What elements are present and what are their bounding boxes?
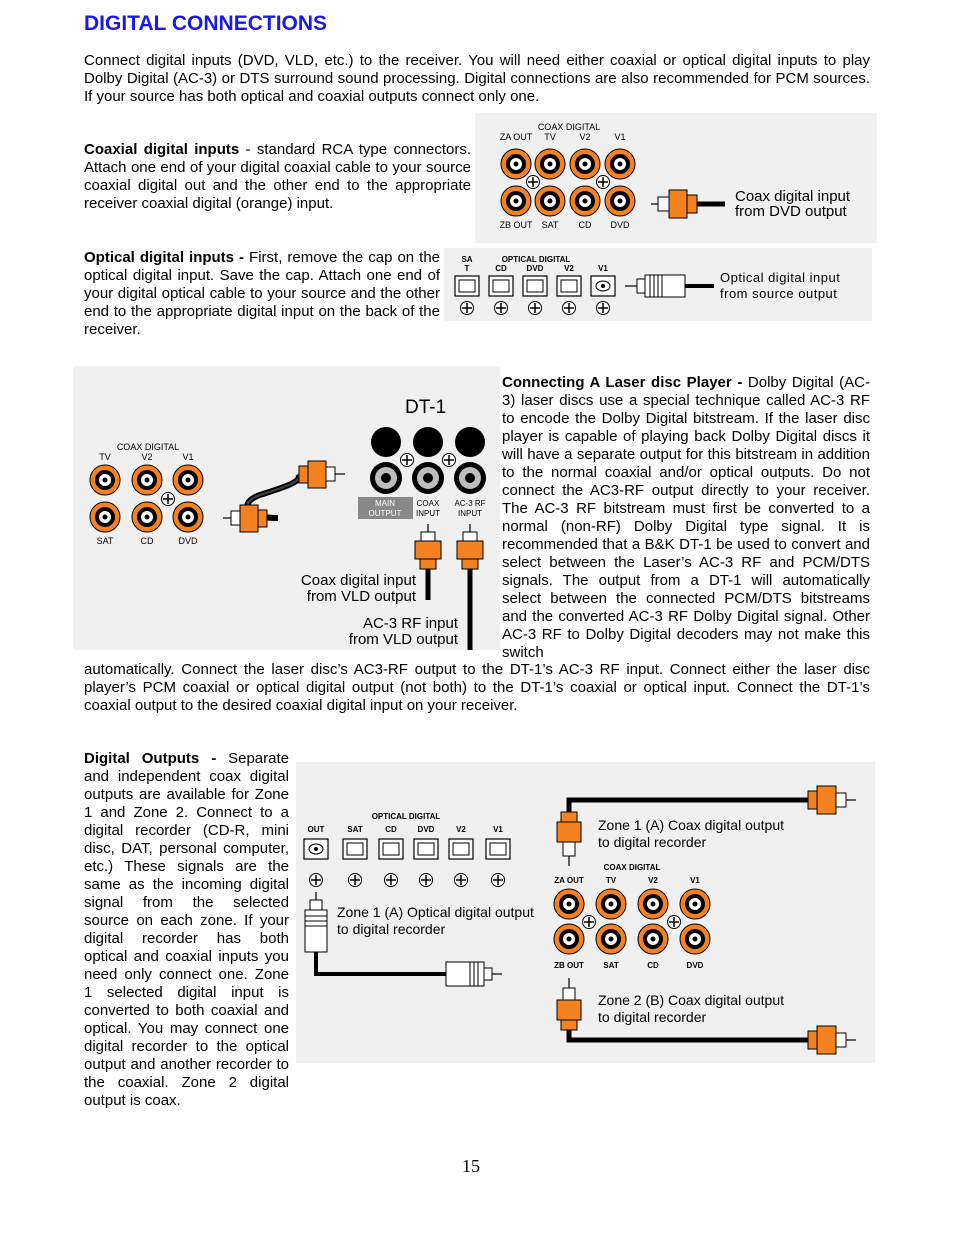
fig3-caption: Coax digital input (300, 572, 416, 589)
fig2-caption: from source output (720, 286, 838, 301)
coax-input-svg (475, 113, 877, 243)
dt1-port-label: AC-3 RF (454, 499, 486, 508)
outputs-paragraph (84, 750, 289, 1110)
coax-jack[interactable] (90, 465, 120, 495)
optical-input-svg (444, 248, 872, 321)
coax-paragraph (84, 141, 471, 213)
outputs-text: Separate and independent coax digital outputs are available for Zone 1 and Zone 2. Connect to a digital recorder (CD-R, mini disc, DAT, personal computer, etc.) These signals are the same as the incoming digital signal from the selected source on each zone. If your digital recorder has both optical and coaxial inputs you need only connect one. Zone 1 selected digital input is converted to both coaxial and optical. You may connect one digital recorder to the optical output and another recorder to the coaxial. Zone 2 digital output is coax. (84, 750, 289, 1109)
coax-group-label: COAX DIGITAL (537, 122, 601, 132)
optical-label: V1 (598, 264, 608, 273)
coax-jack[interactable] (596, 889, 626, 919)
screw-icon (420, 874, 433, 887)
coax-input-diagram (475, 113, 877, 243)
laser-heading: Connecting A Laser disc Player - (502, 374, 743, 391)
coax-jack[interactable] (132, 502, 162, 532)
optical-port[interactable] (523, 276, 547, 296)
coax-jack[interactable] (596, 924, 626, 954)
dt1-knob (371, 427, 401, 457)
coax-jack[interactable] (535, 149, 565, 179)
screw-icon (583, 916, 596, 929)
out-coax-label: V2 (648, 876, 658, 885)
screw-icon (461, 302, 474, 315)
optical-port[interactable] (489, 276, 513, 296)
optical-port[interactable] (591, 276, 615, 296)
coax-jack[interactable] (638, 889, 668, 919)
screw-icon (495, 302, 508, 315)
coax-jack[interactable] (680, 889, 710, 919)
out-coax-label: SAT (603, 961, 619, 970)
optical-port[interactable] (455, 276, 479, 296)
screw-icon (527, 176, 540, 189)
zone1-optical-caption: Zone 1 (A) Optical digital output (337, 904, 534, 920)
zone1-coax-caption: to digital recorder (598, 834, 707, 850)
rca-plug-icon (651, 190, 725, 218)
outputs-heading: Digital Outputs - (84, 750, 217, 767)
coax-top-label: TV (544, 132, 556, 142)
fig1-caption: from DVD output (735, 203, 847, 220)
coax-jack[interactable] (173, 465, 203, 495)
optical-label: V2 (564, 264, 574, 273)
dt1-coax-group-label: COAX DIGITAL (116, 442, 180, 452)
page-number: 15 (462, 1156, 480, 1176)
out-coax-label: ZB OUT (554, 961, 584, 970)
coax-jack[interactable] (570, 186, 600, 216)
optical-plug-icon (625, 275, 714, 297)
coax-jack[interactable] (501, 149, 531, 179)
coax-top-label: ZA OUT (499, 132, 533, 142)
dt1-coax-label: V2 (141, 452, 153, 462)
laser-text: Dolby Digital (AC-3) laser discs use a special technique called AC-3 RF to encode the Dolby Digital bitstream. If the laser disc player is capable of playing back Dolby Digital discs it will have a separate output for this bitstream in addition to the normal coaxial and/or optical outputs. Do not connect the AC3-RF output directly to your receiver. The AC-3 RF bitstream must first be converted to a normal (non-RF) Dolby Digital type signal. It is recommended that a B&K DT-1 be used to convert and select between the Laser’s AC-3 RF and PCM/DTS signals. The output from a DT-1 will automatically select between the connected PCM/DTS bitstreams and the converted AC-3 RF Dolby Digital signal. Other AC-3 RF to Dolby Digital decoders may not make this switch (502, 374, 870, 661)
coax-top-label: V2 (579, 132, 591, 142)
dt1-coax-label: DVD (178, 536, 198, 546)
screw-icon (162, 493, 175, 506)
laser-disc-svg (73, 366, 500, 650)
coax-jack[interactable] (605, 149, 635, 179)
screw-icon (310, 874, 323, 887)
out-optical-group-label: OPTICAL DIGITAL (371, 812, 441, 821)
fig2-caption: Optical digital input (720, 270, 841, 285)
vld-ac3-plug-icon (457, 524, 483, 650)
out-optical-label: V2 (456, 825, 466, 834)
coax-jack[interactable] (554, 889, 584, 919)
coax-jack[interactable] (501, 186, 531, 216)
coax-jack[interactable] (680, 924, 710, 954)
coax-jack[interactable] (638, 924, 668, 954)
optical-group-label: OPTICAL DIGITAL (501, 255, 571, 264)
coax-jack[interactable] (535, 186, 565, 216)
digital-output-svg (296, 762, 875, 1063)
coax-jack[interactable] (605, 186, 635, 216)
dt1-main-output-jack[interactable] (370, 462, 402, 494)
coax-text: - standard RCA type connectors. Attach one end of your digital coaxial cable to your source coaxial digital out and the other end to the appropriate receiver coaxial digital (orange) input. (84, 141, 471, 212)
screw-icon (597, 176, 610, 189)
coax-bottom-label: SAT (541, 220, 559, 230)
coax-cable-icon (223, 461, 345, 532)
dt1-port-label: INPUT (416, 509, 440, 518)
out-optical-label: CD (385, 825, 397, 834)
optical-label: T (464, 264, 470, 273)
out-coax-label: DVD (686, 961, 704, 970)
optical-port[interactable] (343, 839, 367, 859)
coax-jack[interactable] (173, 502, 203, 532)
screw-icon (597, 302, 610, 315)
digital-output-diagram (296, 762, 875, 1063)
vld-coax-plug-icon (415, 524, 441, 600)
out-coax-label: V1 (690, 876, 700, 885)
out-coax-label: ZA OUT (554, 876, 584, 885)
coax-bottom-label: ZB OUT (499, 220, 533, 230)
coax-bottom-label: DVD (610, 220, 630, 230)
dt1-port-label: INPUT (458, 509, 482, 518)
optical-port[interactable] (449, 839, 473, 859)
laser-disc-diagram (73, 366, 500, 650)
optical-label: CD (495, 264, 507, 273)
dt1-coax-input-jack[interactable] (412, 462, 444, 494)
out-coax-label: CD (647, 961, 659, 970)
optical-text: First, remove the cap on the optical digital input. Save the cap. Attach one end of your digital optical cable to your source and the other end to the appropriate digital input on the back of the receiver. (84, 249, 441, 338)
dt1-coax-label: CD (140, 536, 154, 546)
dt1-port-label: COAX (416, 499, 440, 508)
dt1-knob (413, 427, 443, 457)
optical-input-diagram (444, 248, 872, 321)
fig1-caption: Coax digital input (735, 188, 851, 205)
fig3-caption: from VLD output (348, 631, 458, 648)
laser-continuation: automatically. Connect the laser disc’s AC3-RF output to the DT-1’s AC-3 RF input. Connect either the laser disc player’s PCM coaxial or optical digital output (not both) to the DT-1’s coaxial or optical input. Connect the DT-1’s coaxial output to the desired coaxial digital input on your receiver. (84, 661, 870, 714)
coax-jack[interactable] (554, 924, 584, 954)
dt1-knob (455, 427, 485, 457)
zone1-coax-caption: Zone 1 (A) Coax digital output (598, 817, 784, 833)
optical-heading: Optical digital inputs - (84, 249, 245, 266)
dt1-port-label: MAIN (375, 499, 395, 508)
screw-icon (668, 916, 681, 929)
coax-top-label: V1 (614, 132, 626, 142)
zone1-optical-caption: to digital recorder (337, 921, 446, 937)
coax-bottom-label: CD (578, 220, 592, 230)
fig3-caption: AC-3 RF input (362, 615, 458, 632)
out-coax-group-label: COAX DIGITAL (603, 863, 661, 872)
intro-paragraph: Connect digital inputs (DVD, VLD, etc.) to the receiver. You will need either coaxial or optical digital inputs to play Dolby Digital (AC-3) or DTS surround sound processing. Digital connections are also recommended for PCM sources. If your source has both optical and coaxial outputs connect only one. (84, 52, 870, 105)
coax-jack[interactable] (132, 465, 162, 495)
coax-jack[interactable] (570, 149, 600, 179)
out-optical-label: DVD (417, 825, 435, 834)
optical-label: SA (461, 255, 473, 264)
optical-port[interactable] (304, 839, 328, 859)
optical-port[interactable] (379, 839, 403, 859)
optical-port[interactable] (486, 839, 510, 859)
coax-heading: Coaxial digital inputs (84, 141, 240, 158)
screw-icon (349, 874, 362, 887)
screw-icon (563, 302, 576, 315)
zone2-coax-caption: Zone 2 (B) Coax digital output (598, 992, 784, 1008)
screw-icon (455, 874, 468, 887)
optical-paragraph (84, 249, 440, 339)
dt1-device-name: DT-1 (405, 397, 447, 418)
fig3-caption: from VLD output (306, 588, 416, 605)
zone2-coax-caption: to digital recorder (598, 1009, 707, 1025)
out-optical-label: OUT (307, 825, 325, 834)
dt1-ac3-input-jack[interactable] (454, 462, 486, 494)
dt1-coax-label: SAT (96, 536, 114, 546)
out-coax-label: TV (605, 876, 617, 885)
coax-jack[interactable] (90, 502, 120, 532)
screw-icon (443, 454, 456, 467)
out-optical-label: SAT (347, 825, 363, 834)
screw-icon (529, 302, 542, 315)
screw-icon (492, 874, 505, 887)
optical-port[interactable] (414, 839, 438, 859)
page-title: DIGITAL CONNECTIONS (84, 12, 328, 35)
out-optical-label: V1 (493, 825, 503, 834)
optical-label: DVD (526, 264, 544, 273)
optical-port[interactable] (557, 276, 581, 296)
screw-icon (385, 874, 398, 887)
dt1-coax-label: V1 (182, 452, 194, 462)
dt1-port-label: OUTPUT (368, 509, 402, 518)
laser-paragraph (502, 374, 870, 662)
dt1-coax-label: TV (99, 452, 111, 462)
screw-icon (401, 454, 414, 467)
